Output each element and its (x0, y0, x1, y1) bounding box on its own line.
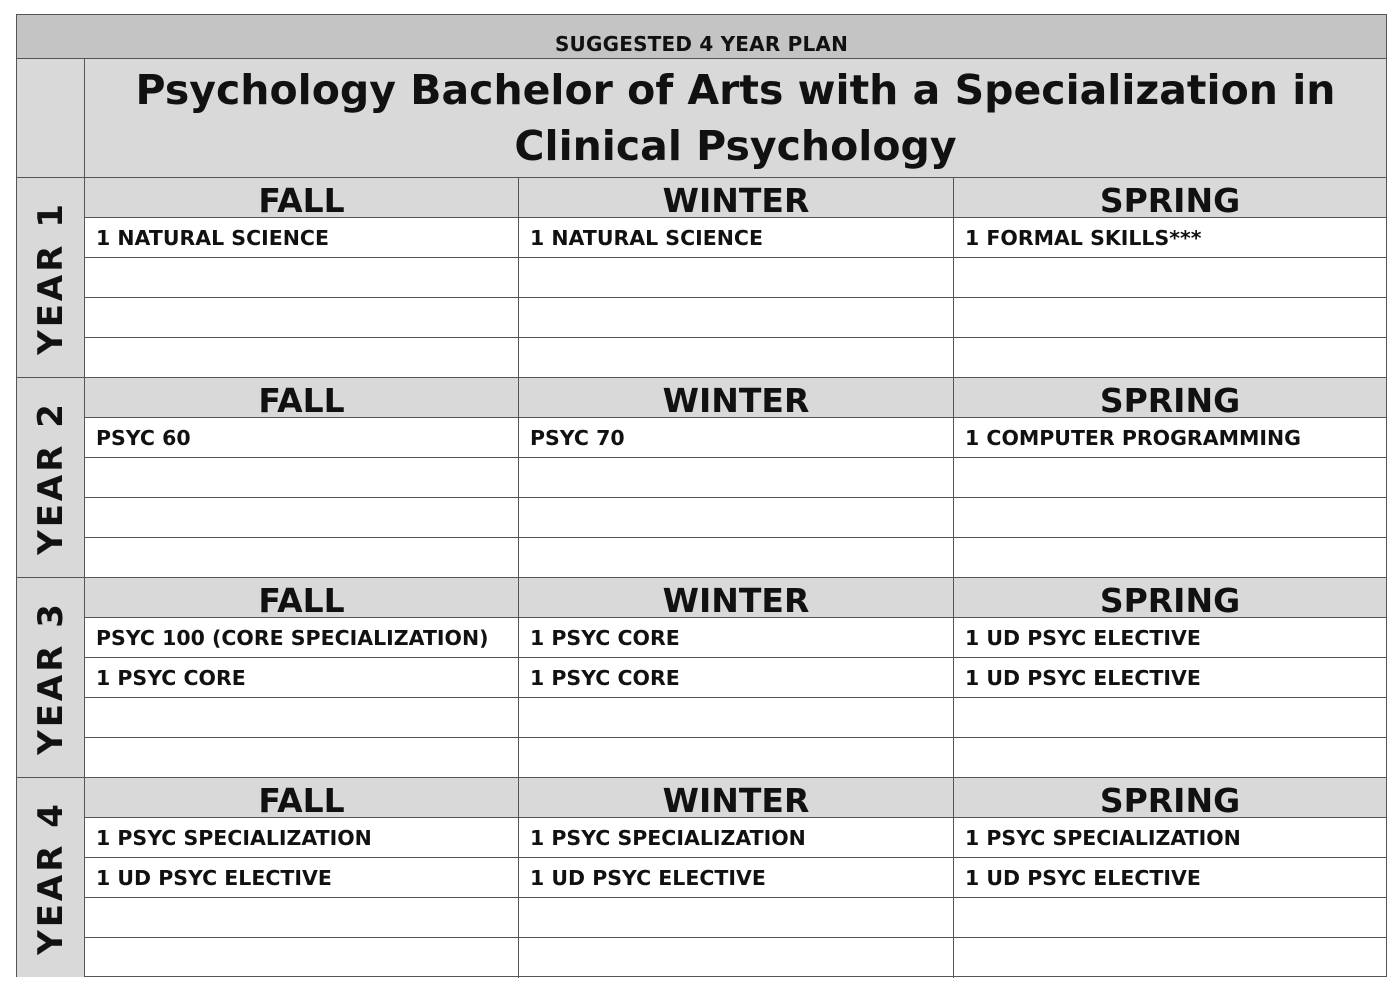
year-label-cell (17, 578, 85, 777)
course-cell (519, 938, 953, 978)
course-cell (954, 338, 1386, 378)
course-cell: 1 PSYC SPECIALIZATION (519, 818, 953, 858)
course-cell (519, 698, 953, 738)
season-column-spring (954, 378, 1386, 578)
season-column-winter (519, 778, 954, 978)
course-cell: 1 UD PSYC ELECTIVE (954, 618, 1386, 658)
course-cell (519, 298, 953, 338)
course-cell (954, 938, 1386, 978)
season-heading: WINTER (519, 778, 953, 818)
course-cell (954, 258, 1386, 298)
course-cell (954, 698, 1386, 738)
course-cell (954, 738, 1386, 778)
course-cell: 1 UD PSYC ELECTIVE (85, 858, 518, 898)
course-cell (85, 738, 518, 778)
season-heading: FALL (85, 778, 518, 818)
course-cell (519, 338, 953, 378)
course-cell: 1 PSYC SPECIALIZATION (85, 818, 518, 858)
course-cell (954, 298, 1386, 338)
year-label-cell (17, 378, 85, 577)
year-label: YEAR 3 (30, 600, 71, 755)
course-cell: 1 PSYC SPECIALIZATION (954, 818, 1386, 858)
year-label: YEAR 1 (30, 200, 71, 355)
year-label-cell (17, 778, 85, 977)
season-column-fall (85, 178, 519, 378)
course-cell: PSYC 60 (85, 418, 518, 458)
four-year-plan-table (16, 14, 1387, 977)
course-cell: 1 COMPUTER PROGRAMMING (954, 418, 1386, 458)
season-column-spring (954, 778, 1386, 978)
course-cell: 1 UD PSYC ELECTIVE (954, 658, 1386, 698)
season-column-spring (954, 578, 1386, 778)
course-cell (954, 458, 1386, 498)
course-cell (85, 338, 518, 378)
season-heading: FALL (85, 178, 518, 218)
course-cell (85, 258, 518, 298)
course-cell (85, 298, 518, 338)
season-heading: SPRING (954, 378, 1386, 418)
course-cell (954, 538, 1386, 578)
season-heading: SPRING (954, 578, 1386, 618)
year-label: YEAR 4 (30, 800, 71, 955)
course-cell (85, 698, 518, 738)
plan-banner: SUGGESTED 4 YEAR PLAN (17, 15, 1386, 59)
season-column-fall (85, 378, 519, 578)
course-cell (519, 258, 953, 298)
course-cell: 1 UD PSYC ELECTIVE (519, 858, 953, 898)
season-heading: FALL (85, 378, 518, 418)
course-cell (85, 458, 518, 498)
season-heading: WINTER (519, 178, 953, 218)
season-heading: WINTER (519, 378, 953, 418)
course-cell (85, 938, 518, 978)
season-heading: SPRING (954, 778, 1386, 818)
year-block-1 (17, 178, 1386, 378)
season-column-winter (519, 178, 954, 378)
course-cell (85, 898, 518, 938)
course-cell: 1 PSYC CORE (519, 618, 953, 658)
course-cell (85, 498, 518, 538)
year-block-3 (17, 578, 1386, 778)
season-heading: SPRING (954, 178, 1386, 218)
course-cell (519, 498, 953, 538)
course-cell (519, 738, 953, 778)
course-cell (519, 898, 953, 938)
year-block-4 (17, 778, 1386, 978)
course-cell: PSYC 100 (CORE SPECIALIZATION) (85, 618, 518, 658)
page-title: Psychology Bachelor of Arts with a Specialization in Clinical Psychology (85, 59, 1386, 177)
title-row (17, 59, 1386, 178)
course-cell: 1 UD PSYC ELECTIVE (954, 858, 1386, 898)
season-column-winter (519, 578, 954, 778)
season-column-winter (519, 378, 954, 578)
year-label: YEAR 2 (30, 400, 71, 555)
year-block-2 (17, 378, 1386, 578)
course-cell: 1 PSYC CORE (85, 658, 518, 698)
course-cell (519, 458, 953, 498)
course-cell (954, 898, 1386, 938)
course-cell (519, 538, 953, 578)
season-heading: FALL (85, 578, 518, 618)
season-column-spring (954, 178, 1386, 378)
course-cell: 1 NATURAL SCIENCE (519, 218, 953, 258)
season-column-fall (85, 778, 519, 978)
course-cell (85, 538, 518, 578)
year-label-cell (17, 178, 85, 377)
course-cell: PSYC 70 (519, 418, 953, 458)
course-cell: 1 FORMAL SKILLS*** (954, 218, 1386, 258)
course-cell: 1 PSYC CORE (519, 658, 953, 698)
season-column-fall (85, 578, 519, 778)
title-side-cell (17, 59, 85, 177)
course-cell: 1 NATURAL SCIENCE (85, 218, 518, 258)
season-heading: WINTER (519, 578, 953, 618)
course-cell (954, 498, 1386, 538)
